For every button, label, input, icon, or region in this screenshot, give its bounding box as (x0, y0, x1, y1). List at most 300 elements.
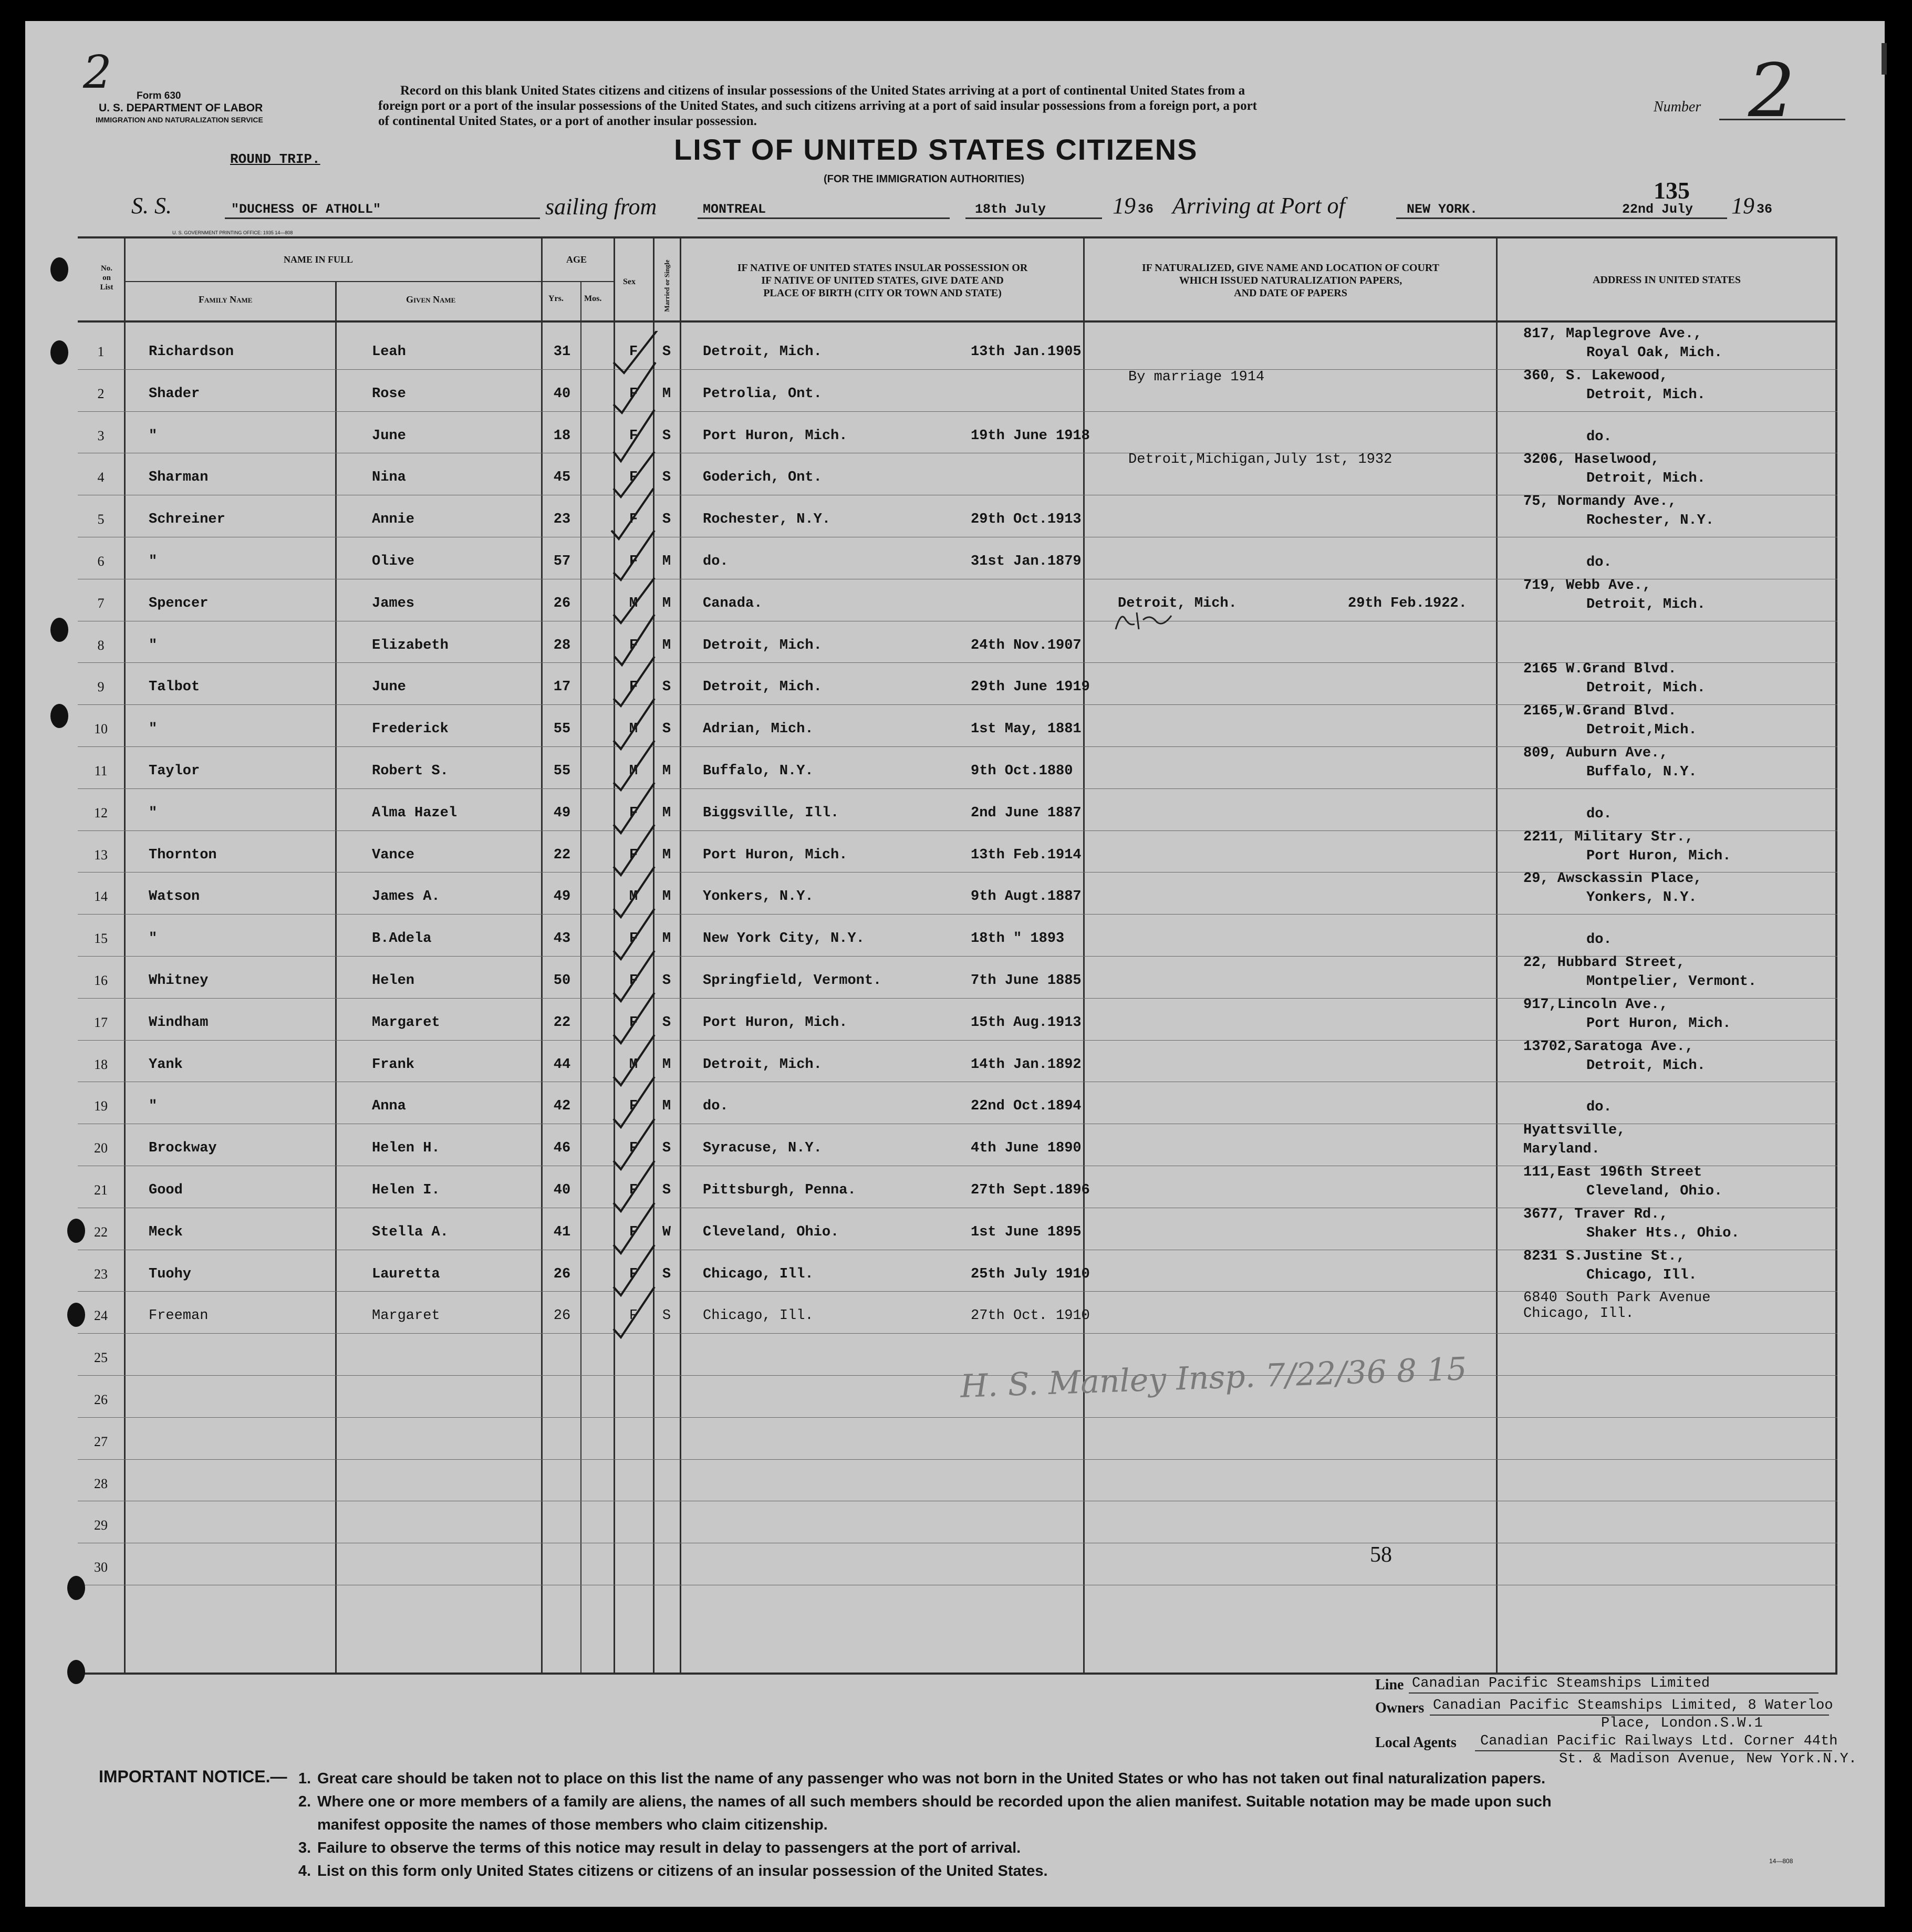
cell-family: Richardson (149, 344, 234, 360)
cell-yrs: 26 (553, 595, 571, 611)
col-birth-line: IF NATIVE OF UNITED STATES INSULAR POSSESSION OR (737, 262, 1028, 274)
line-value: Canadian Pacific Steamships Limited (1412, 1676, 1710, 1691)
row-rule (78, 1417, 1837, 1418)
cell-place: Detroit, Mich. (703, 637, 822, 653)
cell-given: Alma Hazel (372, 805, 458, 821)
cell-place: Port Huron, Mich. (703, 847, 848, 863)
table-row (25, 454, 1885, 496)
cell-yrs: 23 (553, 512, 571, 528)
cell-ms: S (662, 1308, 671, 1324)
page-mark-handwritten: 2 (83, 46, 112, 99)
page-subtitle: (FOR THE IMMIGRATION AUTHORITIES) (824, 173, 1025, 185)
cell-date: 24th Nov.1907 (971, 637, 1082, 653)
cell-ms: S (662, 721, 671, 738)
cell-no: 5 (97, 512, 105, 527)
punch-hole (50, 257, 68, 282)
cell-no: 7 (97, 595, 105, 611)
cell-sex: F (629, 847, 638, 863)
cell-family: " (149, 428, 158, 444)
cell-address-line2: Rochester, N.Y. (1586, 513, 1714, 529)
cell-place: Cleveland, Ohio. (703, 1224, 839, 1240)
cell-date: 2nd June 1887 (971, 805, 1082, 821)
table-row (25, 1292, 1885, 1334)
notice-number: 3. (298, 1840, 311, 1856)
cell-ms: M (662, 595, 671, 611)
sailing-year-prefix: 19 (1113, 193, 1136, 219)
owners-value-1: Canadian Pacific Steamships Limited, 8 Waterloo (1433, 1698, 1833, 1713)
cell-family: Good (149, 1182, 183, 1198)
printer-line: U. S. GOVERNMENT PRINTING OFFICE: 1935 14—808 (172, 230, 293, 235)
agents-label: Local Agents (1375, 1734, 1457, 1751)
cell-given: Robert S. (372, 763, 449, 779)
cell-ms: S (662, 470, 671, 486)
cell-family: Yank (149, 1056, 183, 1073)
col-name-in-full: NAME IN FULL (284, 254, 354, 265)
cell-address-line1: 6840 South Park Avenue (1523, 1290, 1711, 1306)
notice-label: IMPORTANT NOTICE.— (99, 1767, 287, 1786)
cell-family: " (149, 554, 158, 569)
cell-family: " (149, 1098, 158, 1115)
cell-address-line1: 2165,W.Grand Blvd. (1523, 703, 1677, 720)
cell-address-line2: Cleveland, Ohio. (1586, 1183, 1723, 1199)
col-address-header: ADDRESS IN UNITED STATES (1592, 274, 1741, 286)
cell-family: Meck (149, 1224, 183, 1240)
cell-address-line1: Hyattsville, (1523, 1123, 1626, 1139)
cell-sex: M (629, 595, 638, 611)
cell-ms: S (662, 1266, 671, 1282)
cell-date: 13th Jan.1905 (971, 344, 1082, 360)
cell-no: 13 (94, 847, 108, 863)
instructions-line: Record on this blank United States citizens and citizens of insular possessions of the United States arriving at a port of continental United States from a (400, 84, 1245, 98)
cell-sex: M (629, 763, 638, 779)
cell-yrs: 22 (553, 847, 571, 863)
cell-address-line2: do. (1586, 1099, 1612, 1116)
cell-no: 9 (97, 679, 105, 695)
cell-given: Olive (372, 554, 415, 569)
cell-sex: F (629, 1182, 638, 1198)
cell-address-line2: Detroit, Mich. (1586, 680, 1706, 697)
cell-no: 24 (94, 1308, 108, 1324)
table-row (25, 1418, 1885, 1460)
cell-address-line1: 2165 W.Grand Blvd. (1523, 661, 1677, 678)
cell-date: 13th Feb.1914 (971, 847, 1082, 863)
cell-yrs: 31 (553, 344, 571, 360)
table-row (25, 705, 1885, 747)
cell-ms: S (662, 1140, 671, 1157)
table-row (25, 1544, 1885, 1586)
cell-date: 7th June 1885 (971, 973, 1082, 989)
cell-no: 14 (94, 889, 108, 905)
cell-sex: M (629, 1056, 638, 1073)
cell-given: Margaret (372, 1308, 440, 1324)
cell-address-line2: Shaker Hts., Ohio. (1586, 1225, 1740, 1241)
punch-hole (67, 1660, 85, 1684)
table-row (25, 1460, 1885, 1502)
col-married-single: Married or Single (663, 259, 671, 312)
cell-given: Rose (372, 386, 406, 402)
cell-given: Nina (372, 470, 406, 486)
cell-address-line1: 719, Webb Ave., (1523, 577, 1651, 594)
cell-family: Talbot (149, 679, 200, 695)
cell-place: Chicago, Ill. (703, 1266, 814, 1282)
cell-address-line1: 111,East 196th Street (1523, 1165, 1702, 1180)
col-no-line: No. (100, 264, 113, 273)
cell-ms: M (662, 889, 671, 905)
cell-address-line2: Detroit, Mich. (1586, 471, 1706, 487)
cell-address-line2: Detroit, Mich. (1586, 387, 1706, 403)
cell-place: Detroit, Mich. (703, 679, 822, 695)
punch-hole (50, 618, 68, 642)
cell-no: 1 (97, 344, 105, 359)
cell-naturalized: Detroit,Michigan,July 1st, 1932 (1128, 452, 1393, 468)
table-row (25, 663, 1885, 705)
arrival-date: 22nd July (1622, 202, 1693, 217)
sailing-from-label: sailing from (545, 194, 657, 220)
cell-place: Canada. (703, 595, 763, 611)
cell-no: 17 (94, 1014, 108, 1030)
cell-date: 15th Aug.1913 (971, 1014, 1082, 1031)
notice-text: List on this form only United States citizens or citizens of an insular possession of the United States. (317, 1863, 1048, 1879)
table-row (25, 1502, 1885, 1544)
cell-no: 8 (97, 637, 105, 653)
table-row (25, 1125, 1885, 1167)
cell-address-line2: do. (1586, 932, 1612, 948)
agents-value-1: Canadian Pacific Railways Ltd. Corner 44th (1480, 1733, 1838, 1749)
cell-given: Margaret (372, 1014, 440, 1031)
cell-address-line2: Detroit, Mich. (1586, 596, 1706, 612)
cell-yrs: 49 (553, 889, 571, 905)
cell-address-line1: 22, Hubbard Street, (1523, 955, 1685, 971)
cell-date: 9th Augt.1887 (971, 889, 1082, 905)
cell-sex: M (629, 721, 638, 738)
cell-given: Frank (372, 1056, 415, 1073)
cell-given: Stella A. (372, 1224, 449, 1240)
cell-ms: M (662, 847, 671, 863)
cell-place: Yonkers, N.Y. (703, 889, 814, 905)
passenger-table (25, 21, 1885, 1907)
cell-ms: M (662, 1056, 671, 1073)
cell-place: Chicago, Ill. (703, 1308, 814, 1324)
table-row (25, 328, 1885, 370)
col-no-line: List (100, 283, 113, 292)
cell-no: 29 (94, 1518, 108, 1533)
col-naturalized-line: IF NATURALIZED, GIVE NAME AND LOCATION OF COURT (1141, 262, 1439, 274)
cell-yrs: 49 (553, 805, 571, 821)
notice-item (288, 1860, 1853, 1883)
cell-no: 6 (97, 554, 105, 569)
row-rule (78, 1375, 1837, 1376)
cell-sex: F (629, 931, 638, 947)
handwritten-nat-mark (1114, 608, 1177, 635)
table-row (25, 538, 1885, 580)
punch-hole (50, 340, 68, 365)
ss-label: S. S. (131, 193, 172, 219)
cell-given: June (372, 679, 406, 695)
cell-yrs: 40 (553, 386, 571, 402)
col-yrs: Yrs. (548, 294, 564, 303)
round-trip: ROUND TRIP. (230, 151, 320, 167)
cell-no: 30 (94, 1560, 108, 1575)
cell-yrs: 46 (553, 1140, 571, 1157)
cell-given: Vance (372, 847, 415, 863)
cell-no: 12 (94, 805, 108, 820)
cell-no: 22 (94, 1224, 108, 1240)
cell-no: 18 (94, 1056, 108, 1072)
cell-naturalized-date: 29th Feb.1922. (1348, 595, 1467, 611)
table-row (25, 747, 1885, 790)
cell-family: " (149, 637, 158, 653)
sailing-date: 18th July (975, 202, 1046, 217)
col-given-name: Given Name (406, 294, 456, 305)
cell-address-line1: 13702,Saratoga Ave., (1523, 1038, 1694, 1055)
cell-sex: F (629, 1014, 638, 1031)
table-row (25, 1038, 1885, 1083)
col-age: AGE (566, 254, 587, 265)
col-naturalized-line: AND DATE OF PAPERS (1234, 287, 1347, 299)
row-rule (78, 788, 1837, 789)
table-row (25, 915, 1885, 957)
cell-family: Freeman (149, 1308, 209, 1324)
cell-sex: F (629, 554, 638, 569)
line-label: Line (1375, 1677, 1404, 1693)
cell-date: 14th Jan.1892 (971, 1056, 1082, 1073)
cell-yrs: 55 (553, 721, 571, 738)
cell-place: Port Huron, Mich. (703, 428, 848, 444)
cell-date: 29th Oct.1913 (971, 512, 1082, 528)
row-rule (78, 1459, 1837, 1460)
cell-given: Helen I. (372, 1182, 440, 1198)
cell-yrs: 50 (553, 973, 571, 989)
cell-address-line2: Port Huron, Mich. (1586, 848, 1731, 864)
cell-place: Springfield, Vermont. (703, 973, 882, 989)
cell-no: 11 (94, 763, 108, 778)
cell-ms: M (662, 805, 671, 821)
cell-yrs: 26 (553, 1266, 571, 1282)
agents-value-2: St. & Madison Avenue, New York.N.Y. (1559, 1751, 1857, 1767)
cell-ms: M (662, 637, 671, 653)
sailing-port: MONTREAL (703, 202, 766, 217)
cell-yrs: 40 (553, 1182, 571, 1198)
cell-no: 16 (94, 973, 108, 988)
notice-number: 4. (298, 1863, 311, 1879)
cell-ms: S (662, 512, 671, 528)
cell-address-line2: Chicago, Ill. (1586, 1267, 1697, 1283)
cell-sex: F (629, 386, 638, 402)
cell-yrs: 45 (553, 470, 571, 486)
cell-family: Schreiner (149, 512, 225, 528)
cell-no: 4 (97, 470, 105, 485)
cell-address-line1: 2211, Military Str., (1523, 829, 1694, 845)
cell-family: Spencer (149, 595, 209, 611)
form-number: Form 630 (137, 90, 181, 101)
cell-given: Leah (372, 344, 406, 360)
notice-item (288, 1767, 1853, 1790)
cell-date: 25th July 1910 (971, 1266, 1090, 1282)
cell-date: 1st May, 1881 (971, 721, 1082, 738)
cell-place: Port Huron, Mich. (703, 1014, 848, 1031)
number-value: 2 (1748, 48, 1795, 134)
cell-address-line2: Maryland. (1523, 1141, 1600, 1158)
table-row (25, 957, 1885, 999)
cell-yrs: 28 (553, 637, 571, 653)
cell-place: do. (703, 554, 729, 569)
row-rule (78, 411, 1837, 412)
cell-sex: F (629, 428, 638, 444)
cell-no: 19 (94, 1098, 108, 1114)
cell-address-line2: Yonkers, N.Y. (1586, 890, 1697, 906)
arriving-label: Arriving at Port of (1172, 193, 1345, 219)
table-row (25, 1248, 1885, 1293)
punch-hole (67, 1303, 85, 1327)
cell-date: 4th June 1890 (971, 1140, 1082, 1157)
cell-family: Brockway (149, 1140, 217, 1157)
col-birth-line: PLACE OF BIRTH (CITY OR TOWN AND STATE) (763, 287, 1002, 299)
cell-ms: W (662, 1224, 671, 1240)
ship-name: "DUCHESS OF ATHOLL" (231, 202, 381, 217)
cell-place: Detroit, Mich. (703, 1056, 822, 1073)
instructions-line: foreign port or a port of the insular possessions of the United States, and such citizens arriving at a port of said insular possessions from a foreign port, a port (378, 99, 1257, 113)
cell-yrs: 55 (553, 763, 571, 779)
punch-hole (67, 1576, 85, 1600)
cell-address-line2: Chicago, Ill. (1523, 1306, 1634, 1322)
cell-place: Rochester, N.Y. (703, 512, 831, 528)
cell-place: Pittsburgh, Penna. (703, 1182, 856, 1198)
table-row (25, 577, 1885, 622)
line-underline (1409, 1692, 1819, 1694)
cell-date: 27th Oct. 1910 (971, 1308, 1090, 1324)
cell-ms: S (662, 1014, 671, 1031)
cell-given: Helen (372, 973, 415, 989)
cell-yrs: 57 (553, 554, 571, 569)
cell-sex: F (629, 1224, 638, 1240)
cell-address-line1: 817, Maplegrove Ave., (1523, 326, 1702, 342)
punch-hole (67, 1219, 85, 1243)
cell-yrs: 17 (553, 679, 571, 695)
cell-ms: S (662, 428, 671, 444)
cell-date: 19th June 1918 (971, 428, 1090, 444)
table-row (25, 370, 1885, 412)
table-row (25, 412, 1885, 454)
cell-ms: S (662, 1182, 671, 1198)
cell-place: New York City, N.Y. (703, 931, 865, 947)
table-row (25, 1376, 1885, 1418)
page-stamp: 58 (1370, 1543, 1392, 1567)
cell-yrs: 44 (553, 1056, 571, 1073)
table-bottom-rule (78, 1673, 1837, 1675)
cell-given: James (372, 595, 415, 611)
cell-date: 31st Jan.1879 (971, 554, 1082, 569)
cell-sex: F (629, 1308, 638, 1324)
cell-given: Anna (372, 1098, 406, 1115)
department-name: U. S. DEPARTMENT OF LABOR (99, 102, 263, 114)
cell-address-line1: 360, S. Lakewood, (1523, 368, 1668, 384)
notice-text: Failure to observe the terms of this notice may result in delay to passengers at the port of arrival. (317, 1840, 1021, 1856)
table-row (25, 1167, 1885, 1209)
cell-address-line2: do. (1586, 555, 1612, 570)
cell-given: June (372, 428, 406, 444)
cell-place: Goderich, Ont. (703, 470, 822, 486)
cell-yrs: 43 (553, 931, 571, 947)
cell-no: 27 (94, 1434, 108, 1449)
cell-no: 2 (97, 386, 105, 401)
notice-number: 2. (298, 1793, 311, 1810)
cell-ms: S (662, 679, 671, 695)
cell-place: Buffalo, N.Y. (703, 763, 814, 779)
cell-address-line1: 917,Lincoln Ave., (1523, 996, 1668, 1013)
cell-no: 20 (94, 1140, 108, 1156)
notice-text: Where one or more members of a family are aliens, the names of all such members should be recorded upon the alien manifest. Suitable notation may be made upon such (317, 1793, 1552, 1810)
col-no-line: on (102, 274, 111, 282)
owners-value-2: Place, London.S.W.1 (1601, 1716, 1763, 1731)
arrival-year-prefix: 19 (1731, 193, 1754, 219)
cell-no: 10 (94, 721, 108, 737)
cell-sex: F (629, 973, 638, 989)
notice-item (288, 1813, 1853, 1836)
form-code: 14—808 (1769, 1857, 1793, 1865)
notice-item (288, 1790, 1853, 1813)
cell-address-line1: 3206, Haselwood, (1523, 452, 1660, 468)
cell-sex: F (629, 470, 638, 486)
cell-family: Shader (149, 386, 200, 402)
col-family-name: Family Name (199, 294, 253, 305)
cell-family: Sharman (149, 470, 209, 486)
cell-address-line2: Montpelier, Vermont. (1586, 974, 1757, 990)
cell-address-line2: Detroit, Mich. (1586, 1057, 1706, 1074)
cell-family: " (149, 721, 158, 738)
cell-address-line1: 75, Normandy Ave., (1523, 494, 1677, 510)
cell-no: 3 (97, 428, 105, 443)
cell-ms: M (662, 1098, 671, 1115)
cell-yrs: 42 (553, 1098, 571, 1115)
cell-sex: F (629, 1140, 638, 1157)
cell-no: 15 (94, 931, 108, 947)
cell-family: " (149, 805, 158, 821)
cell-ms: S (662, 344, 671, 360)
table-row (25, 1083, 1885, 1125)
punch-hole (50, 704, 68, 728)
cell-date: 27th Sept.1896 (971, 1182, 1090, 1198)
cell-date: 29th June 1919 (971, 679, 1090, 695)
cell-family: Thornton (149, 847, 217, 863)
cell-no: 28 (94, 1476, 108, 1491)
cell-ms: M (662, 763, 671, 779)
cell-family: Watson (149, 889, 200, 905)
table-row (25, 622, 1885, 664)
cell-address-line1: 3677, Traver Rd., (1523, 1206, 1668, 1222)
cell-place: Petrolia, Ont. (703, 386, 822, 402)
cell-given: Elizabeth (372, 637, 449, 653)
notice-text: Great care should be taken not to place on this list the name of any passenger who was not born in the United States or who has not taken out final naturalization papers. (317, 1770, 1546, 1787)
table-row (25, 873, 1885, 915)
cell-naturalized: By marriage 1914 (1128, 369, 1265, 385)
cell-yrs: 41 (553, 1224, 571, 1240)
cell-address-line2: Royal Oak, Mich. (1586, 345, 1723, 361)
cell-yrs: 18 (553, 428, 571, 444)
cell-ms: M (662, 931, 671, 947)
cell-place: Detroit, Mich. (703, 344, 822, 360)
cell-sex: F (629, 344, 638, 360)
page-title: LIST OF UNITED STATES CITIZENS (674, 133, 1198, 166)
cell-given: James A. (372, 889, 440, 905)
cell-date: 9th Oct.1880 (971, 763, 1073, 779)
cell-yrs: 22 (553, 1014, 571, 1031)
cell-address-line2: Port Huron, Mich. (1586, 1015, 1731, 1032)
notice-number: 1. (298, 1770, 311, 1787)
cell-sex: M (629, 889, 638, 905)
cell-sex: F (629, 1266, 638, 1282)
cell-address-line1: 809, Auburn Ave., (1523, 745, 1668, 761)
cell-sex: F (629, 679, 638, 695)
